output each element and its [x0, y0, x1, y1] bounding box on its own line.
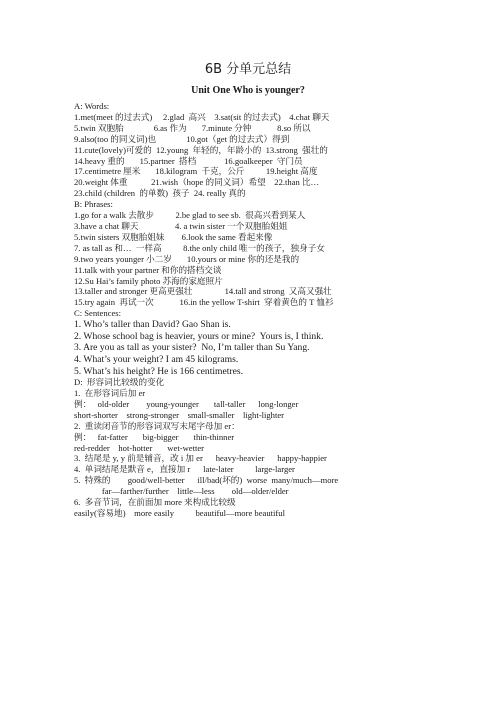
text-line: 4. 单词结尾是默音 e，直接加 r late-later large-larger: [74, 464, 295, 475]
text-line: 13.taller and stronger 更高更强壮 14.tall and strong 又高又强壮: [74, 286, 332, 297]
text-line: 11.cute(lovely)可爱的 12.young 年轻的，年龄小的 13.strong 强壮的: [74, 144, 328, 155]
text-line: 5. 特殊的 good/well-better ill/bad(坏的) worse many/much—more: [74, 475, 339, 486]
text-line: 15.try again 再试一次 16.in the yellow T-shirt 穿着黄色的 T 恤衫: [74, 297, 334, 308]
text-line: D: 形容词比较级的变化: [74, 377, 165, 388]
text-line: 17.centimetre 厘米 18.kilogram 千克，公斤 19.height 高度: [74, 166, 318, 177]
text-line: 14.heavy 重的 15.partner 搭档 16.goalkeeper 守门员: [74, 155, 303, 166]
text-line: 2. 重读闭音节的形容词双写末尾字母加 er：: [74, 420, 240, 431]
text-line: B: Phrases:: [74, 199, 113, 210]
text-line: 11.talk with your partner 和你的搭档交谈: [74, 264, 222, 275]
text-line: 3. Are you as tall as your sister? No, I’m taller than Su Yang.: [74, 342, 310, 354]
text-line: 3.have a chat 聊天 4. a twin sister 一个双胞胎姐姐: [74, 220, 288, 231]
text-line: 例： fat-fatter big-bigger thin-thinner: [74, 431, 235, 442]
text-line: 12.Su Hai’s family photo 苏海的家庭照片: [74, 275, 223, 286]
text-line: 9.also(too 的同义词)也 10.got（get 的过去式）得到: [74, 133, 290, 144]
page-title: 6B 分单元总结: [204, 62, 292, 77]
text-line: short-shorter strong-stronger small-smaller light-lighter: [74, 409, 285, 420]
text-line: 1. Who’s taller than David? Gao Shan is.: [74, 319, 231, 331]
text-line: 5.twin 双胞胎 6.as 作为 7.minute 分钟 8.so 所以: [74, 122, 311, 133]
text-line: 5.twin sisters 双胞胎姐妹 6.look the same 看起来像: [74, 231, 273, 242]
text-line: A: Words:: [74, 101, 110, 111]
unit-subtitle: Unit One Who is younger?: [191, 85, 305, 96]
text-line: 23.child (children 的单数) 孩子 24. really 真的: [74, 188, 246, 199]
document-body: [74, 101, 494, 519]
text-line: 9.two years younger 小二岁 10.yours or mine 你的还是我的: [74, 253, 300, 264]
text-line: easily(容易地) more easily beautiful—more beautiful: [74, 507, 285, 518]
text-line: 5. What’s his height? He is 166 centimetres.: [74, 365, 244, 377]
text-line: 20.weight 体重 21.wish（hope 的同义词）希望 22.than 比…: [74, 177, 320, 188]
text-line: 1.go for a walk 去散步 2.be glad to see sb. 很高兴看到某人: [74, 210, 306, 221]
text-line: 4. What’s your weight? I am 45 kilograms.: [74, 353, 239, 365]
text-line: red-redder hot-hotter wet-wetter: [74, 442, 205, 453]
text-line: 6. 多音节词，在前面加 more 来构成比较级: [74, 497, 236, 508]
text-line: 3. 结尾是 y, y 前是辅音，改 i 加 er heavy-heavier happy-happier: [74, 453, 327, 464]
text-line: 1.met(meet 的过去式) 2.glad 高兴 3.sat(sit 的过去式) 4.chat 聊天: [74, 111, 330, 122]
text-line: 1. 在形容词后加 er: [74, 388, 146, 398]
text-line: 2. Whose school bag is heavier, yours or mine? Yours is, I think.: [74, 330, 324, 342]
text-line: 7. as tall as 和… 一样高 8.the only child 唯一的孩子，独身子女: [74, 242, 325, 253]
text-line: 例： old-older young-younger tall-taller long-longer: [74, 398, 299, 409]
text-line: C: Sentences:: [74, 308, 122, 319]
text-line: far—farther/further little—less old—older/elder: [74, 486, 289, 497]
